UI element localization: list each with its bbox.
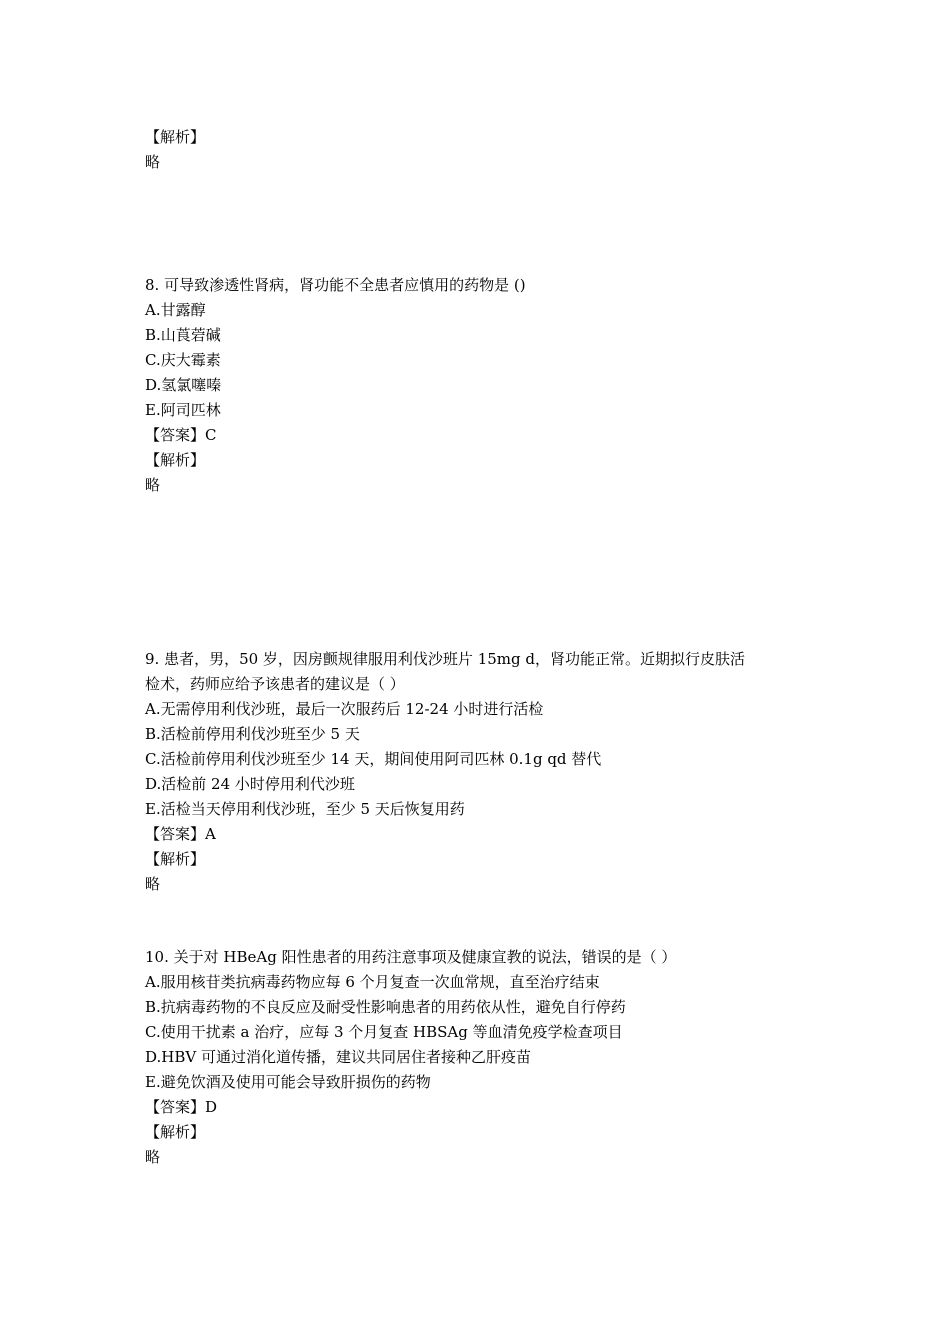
option-c: C.使用干扰素 a 治疗，应每 3 个月复查 HBSAg 等血清免疫学检查项目	[145, 1023, 623, 1041]
answer: 【答案】D	[145, 1098, 218, 1116]
option-e: E.避免饮酒及使用可能会导致肝损伤的药物	[145, 1073, 431, 1091]
question-stem-line-2: 检术，药师应给予该患者的建议是（ ）	[145, 675, 405, 693]
analysis-label: 【解析】	[145, 1123, 206, 1141]
option-a: A.甘露醇	[145, 301, 206, 319]
answer: 【答案】C	[145, 426, 217, 444]
option-b: B.活检前停用利伐沙班至少 5 天	[145, 725, 360, 743]
option-b: B.抗病毒药物的不良反应及耐受性影响患者的用药依从性，避免自行停药	[145, 998, 626, 1016]
option-c: C.庆大霉素	[145, 351, 221, 369]
analysis-text: 略	[145, 875, 161, 893]
question-stem: 10. 关于对 HBeAg 阳性患者的用药注意事项及健康宣教的说法，错误的是（ ）	[145, 948, 677, 966]
analysis-text: 略	[145, 153, 161, 171]
option-c: C.活检前停用利伐沙班至少 14 天，期间使用阿司匹林 0.1g qd 替代	[145, 750, 602, 768]
option-d: D.氢氯噻嗪	[145, 376, 222, 394]
analysis-text: 略	[145, 476, 161, 494]
option-e: E.活检当天停用利伐沙班，至少 5 天后恢复用药	[145, 800, 465, 818]
question-stem-line-1: 9. 患者，男，50 岁，因房颤规律服用利伐沙班片 15mg d，肾功能正常。近期拟行皮肤活	[145, 650, 745, 668]
option-b: B.山莨菪碱	[145, 326, 221, 344]
analysis-text: 略	[145, 1148, 161, 1166]
analysis-label: 【解析】	[145, 451, 206, 469]
analysis-label: 【解析】	[145, 128, 206, 146]
option-a: A.服用核苷类抗病毒药物应每 6 个月复查一次血常规，直至治疗结束	[145, 973, 600, 991]
option-d: D.HBV 可通过消化道传播，建议共同居住者接种乙肝疫苗	[145, 1048, 531, 1066]
option-e: E.阿司匹林	[145, 401, 221, 419]
answer: 【答案】A	[145, 825, 216, 843]
option-a: A.无需停用利伐沙班，最后一次服药后 12-24 小时进行活检	[145, 700, 544, 718]
question-stem: 8. 可导致渗透性肾病，肾功能不全患者应慎用的药物是 ()	[145, 276, 526, 294]
analysis-label: 【解析】	[145, 850, 206, 868]
option-d: D.活检前 24 小时停用利代沙班	[145, 775, 355, 793]
